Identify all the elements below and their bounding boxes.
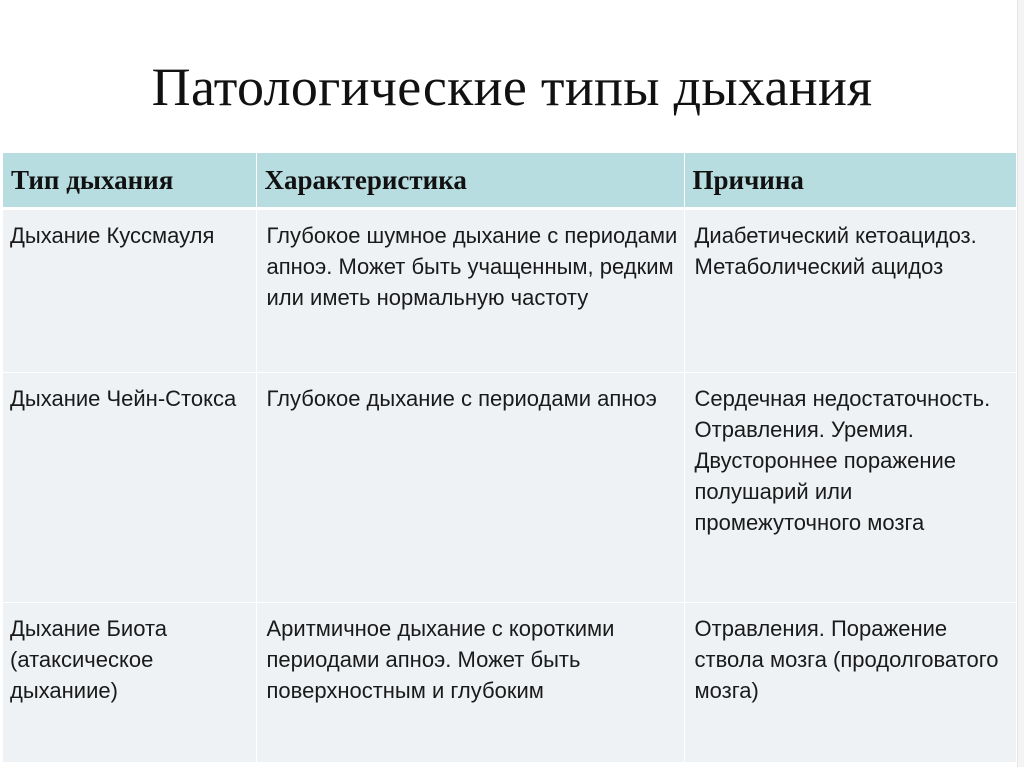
column-header-characteristic: Характеристика xyxy=(256,153,684,208)
cell-type: Дыхание Чейн-Стокса xyxy=(3,372,256,602)
cell-type: Дыхание Куссмауля xyxy=(3,208,256,372)
page-title: Патологические типы дыхания xyxy=(151,57,873,117)
column-header-cause: Причина xyxy=(684,153,1016,208)
cell-cause: Отравления. Поражение ствола мозга (продолговатого мозга) xyxy=(684,602,1016,762)
cell-characteristic: Аритмичное дыхание с короткими периодами апноэ. Может быть поверхностным и глубоким xyxy=(256,602,684,762)
column-header-type: Тип дыхания xyxy=(3,153,256,208)
cell-cause: Сердечная недостаточность. Отравления. Уремия. Двустороннее поражение полушарий или промежуточного мозга xyxy=(684,372,1016,602)
cell-characteristic: Глубокое шумное дыхание с периодами апноэ. Может быть учащенным, редким или иметь нормальную частоту xyxy=(256,208,684,372)
cell-cause: Диабетический кетоацидоз. Метаболический ацидоз xyxy=(684,208,1016,372)
table-row xyxy=(3,372,1016,602)
table-header-row xyxy=(3,153,1016,208)
cell-characteristic: Глубокое дыхание с периодами апноэ xyxy=(256,372,684,602)
breathing-types-table xyxy=(3,153,1017,763)
cell-type: Дыхание Биота (атаксическое дыханиие) xyxy=(3,602,256,762)
table-row xyxy=(3,208,1016,372)
table-row xyxy=(3,602,1016,762)
